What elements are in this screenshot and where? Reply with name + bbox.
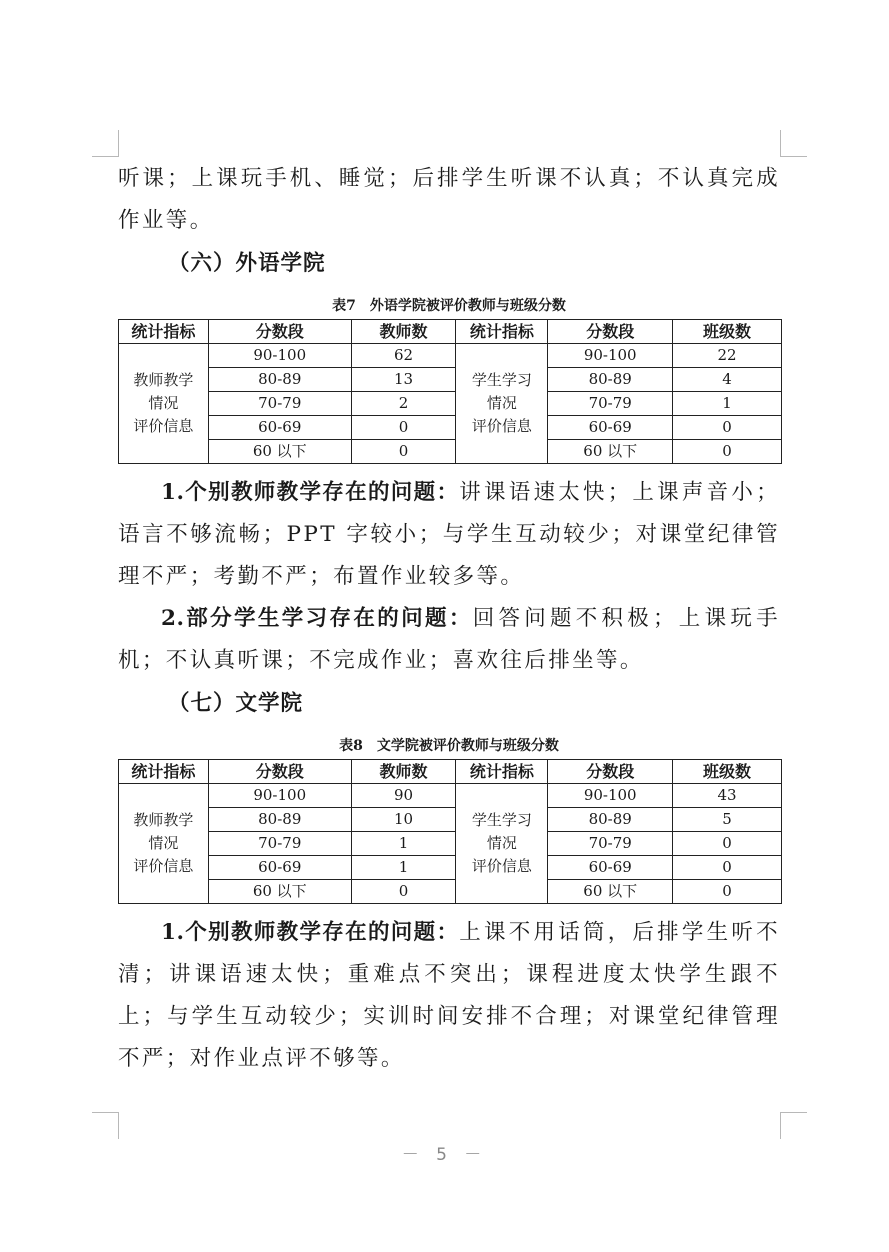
page-content — [118, 158, 780, 1080]
section-heading-literature: （七）文学院 — [168, 691, 304, 716]
class-count-cell: 0 — [673, 440, 782, 464]
table-row — [119, 808, 782, 832]
class-count-cell: 0 — [673, 416, 782, 440]
group-label-line: 学生学习 — [471, 371, 532, 389]
table-row — [119, 856, 782, 880]
table8-title: 文学院被评价教师与班级分数 — [376, 738, 559, 754]
table-row — [119, 440, 782, 464]
group-label-line: 情况 — [486, 834, 517, 852]
teacher-count-cell: 1 — [351, 832, 456, 856]
range-cell: 90-100 — [208, 784, 351, 808]
section6-item2-paragraph — [118, 598, 780, 682]
class-count-cell: 5 — [673, 808, 782, 832]
teacher-group-cell — [119, 784, 209, 904]
header-cell: 统计指标 — [119, 760, 209, 784]
teacher-count-cell: 62 — [351, 344, 456, 368]
group-label-line: 情况 — [148, 834, 179, 852]
table-row — [119, 832, 782, 856]
header-cell: 分数段 — [208, 320, 351, 344]
range-cell: 80-89 — [208, 368, 351, 392]
section-heading-foreign-languages: （六）外语学院 — [168, 251, 326, 276]
table7-number: 表7 — [332, 298, 356, 314]
header-cell: 班级数 — [673, 760, 782, 784]
teacher-count-cell: 90 — [351, 784, 456, 808]
table7-caption — [118, 296, 780, 316]
range-cell: 60-69 — [208, 416, 351, 440]
crop-mark-top-left — [92, 130, 119, 157]
table-row — [119, 416, 782, 440]
table-header-row — [119, 320, 782, 344]
range-cell: 60 以下 — [208, 440, 351, 464]
class-count-cell: 22 — [673, 344, 782, 368]
teacher-group-cell — [119, 344, 209, 464]
range-cell: 60 以下 — [548, 440, 673, 464]
class-count-cell: 0 — [673, 832, 782, 856]
group-label-line: 教师教学 — [133, 371, 194, 389]
group-label-line: 情况 — [148, 394, 179, 412]
header-cell: 分数段 — [548, 760, 673, 784]
group-label-line: 评价信息 — [133, 417, 194, 435]
range-cell: 60 以下 — [208, 880, 351, 904]
header-cell: 统计指标 — [456, 760, 548, 784]
page-number: － 5 － — [401, 1145, 488, 1165]
table-row — [119, 392, 782, 416]
header-cell: 教师数 — [351, 760, 456, 784]
table8-caption — [118, 736, 780, 756]
item-label: 1.个别教师教学存在的问题： — [161, 480, 460, 505]
teacher-count-cell: 10 — [351, 808, 456, 832]
group-label-line: 情况 — [486, 394, 517, 412]
section7-item1-paragraph — [118, 912, 780, 1080]
item-text: 回答问题不积极；上课玩手机；不认真听课；不完成作业；喜欢往后排坐等。 — [118, 606, 780, 673]
range-cell: 80-89 — [548, 368, 673, 392]
crop-mark-top-right — [780, 130, 807, 157]
table8 — [118, 759, 782, 904]
range-cell: 60 以下 — [548, 880, 673, 904]
header-cell: 教师数 — [351, 320, 456, 344]
header-cell: 班级数 — [673, 320, 782, 344]
group-label-line: 评价信息 — [471, 857, 532, 875]
table-header-row — [119, 760, 782, 784]
table7-title: 外语学院被评价教师与班级分数 — [369, 298, 566, 314]
student-group-cell — [456, 784, 548, 904]
table-row — [119, 784, 782, 808]
range-cell: 70-79 — [208, 392, 351, 416]
table-row — [119, 880, 782, 904]
teacher-count-cell: 2 — [351, 392, 456, 416]
group-label-line: 评价信息 — [133, 857, 194, 875]
item-text: 上课不用话筒，后排学生听不清；讲课语速太快；重难点不突出；课程进度太快学生跟不上；与学生互动较少；实训时间安排不合理；对课堂纪律管理不严；对作业点评不够等。 — [118, 920, 781, 1071]
table-row — [119, 344, 782, 368]
range-cell: 80-89 — [208, 808, 351, 832]
table8-number: 表8 — [339, 738, 363, 754]
table-row — [119, 368, 782, 392]
range-cell: 70-79 — [208, 832, 351, 856]
header-cell: 统计指标 — [119, 320, 209, 344]
group-label-line: 学生学习 — [471, 811, 532, 829]
range-cell: 90-100 — [208, 344, 351, 368]
item-label: 1.个别教师教学存在的问题： — [161, 920, 460, 945]
teacher-count-cell: 0 — [351, 440, 456, 464]
class-count-cell: 0 — [673, 856, 782, 880]
header-cell: 分数段 — [208, 760, 351, 784]
crop-mark-bottom-left — [92, 1112, 119, 1139]
range-cell: 60-69 — [548, 856, 673, 880]
group-label-line: 评价信息 — [471, 417, 532, 435]
range-cell: 80-89 — [548, 808, 673, 832]
intro-paragraph: 听课；上课玩手机、睡觉；后排学生听课不认真；不认真完成作业等。 — [118, 166, 780, 233]
crop-mark-bottom-right — [780, 1112, 807, 1139]
section6-item1-paragraph — [118, 472, 780, 598]
teacher-count-cell: 1 — [351, 856, 456, 880]
range-cell: 60-69 — [548, 416, 673, 440]
item-text: 讲课语速太快；上课声音小；语言不够流畅；PPT 字较小；与学生互动较少；对课堂纪律管理不严；考勤不严；布置作业较多等。 — [118, 480, 781, 589]
teacher-count-cell: 13 — [351, 368, 456, 392]
range-cell: 90-100 — [548, 784, 673, 808]
range-cell: 70-79 — [548, 832, 673, 856]
teacher-count-cell: 0 — [351, 416, 456, 440]
range-cell: 60-69 — [208, 856, 351, 880]
student-group-cell — [456, 344, 548, 464]
class-count-cell: 4 — [673, 368, 782, 392]
table7 — [118, 319, 782, 464]
header-cell: 统计指标 — [456, 320, 548, 344]
group-label-line: 教师教学 — [133, 811, 194, 829]
class-count-cell: 43 — [673, 784, 782, 808]
range-cell: 90-100 — [548, 344, 673, 368]
teacher-count-cell: 0 — [351, 880, 456, 904]
class-count-cell: 1 — [673, 392, 782, 416]
range-cell: 70-79 — [548, 392, 673, 416]
item-label: 2.部分学生学习存在的问题： — [161, 606, 473, 631]
class-count-cell: 0 — [673, 880, 782, 904]
header-cell: 分数段 — [548, 320, 673, 344]
